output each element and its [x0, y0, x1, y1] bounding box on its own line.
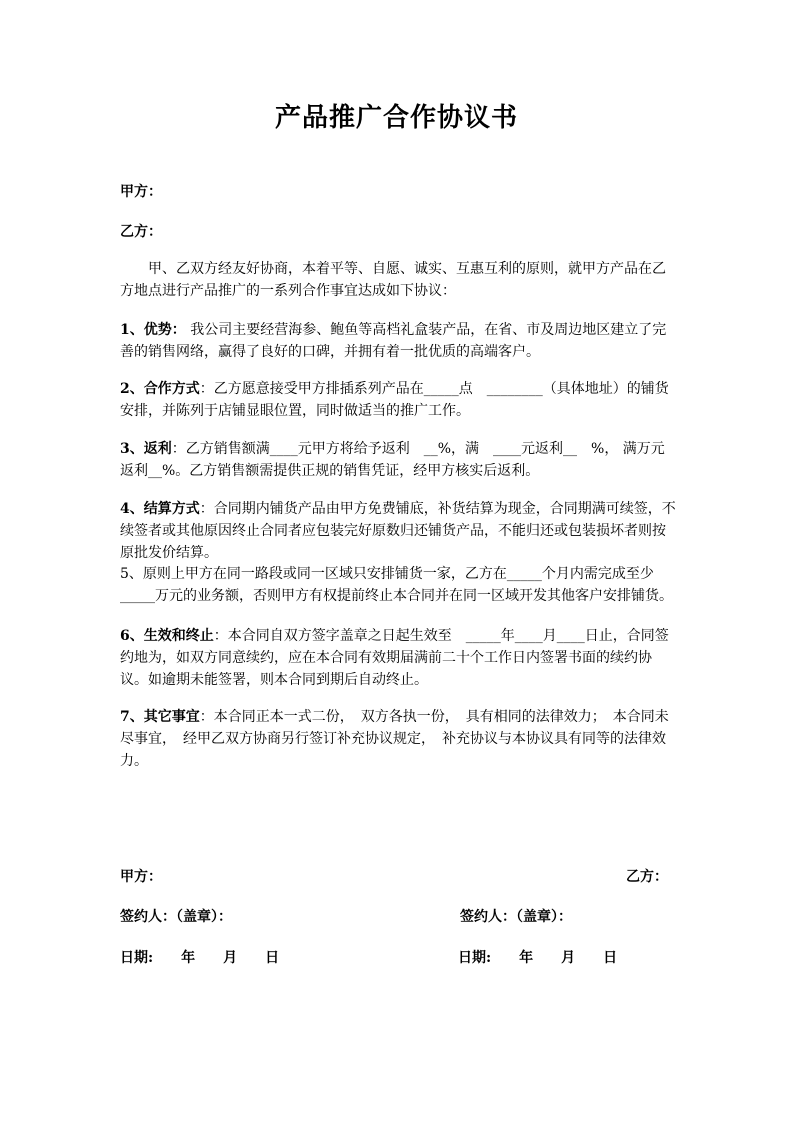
party-a-label: 甲方：: [120, 184, 162, 200]
clause-6-text: ：本合同自双方签字盖章之日起生效至 _____年____月____日止，合同签约地为，如双方同意续约，应在本合同有效期届满前二十个工作日内签署书面的续约协议。如逾期未能签署，则本合同到期后自动终止。: [120, 628, 669, 688]
clause-4-text: ：合同期内铺货产品由甲方免费铺底，补货结算为现金，合同期满可续签，不续签者或其他原因终止合同者应包装完好原数归还铺货产品，不能归还或包装损坏者则按原批发价结算。: [120, 501, 676, 561]
signature-party-a: 甲方：: [120, 869, 162, 885]
clause-4: [120, 498, 676, 564]
clause-3-text: ：乙方销售额满____元甲方将给予返利 __%，满 ____元返利__ %， 满万元返利__%。乙方销售额需提供正规的销售凭证，经甲方核实后返利。: [120, 441, 665, 479]
clause-3: [120, 438, 676, 482]
clause-1-heading: 1、优势：: [120, 322, 186, 338]
clause-7: [120, 706, 676, 772]
clause-2: [120, 378, 676, 422]
date-left: 日期: 年 月 日: [120, 950, 280, 966]
clause-2-heading: 2、合作方式: [120, 381, 200, 397]
clause-6: [120, 625, 676, 691]
signature-party-b: 乙方：: [626, 869, 668, 885]
clause-1-text: 我公司主要经营海参、鲍鱼等高档礼盒装产品，在省、市及周边地区建立了完善的销售网络，赢得了良好的口碑，并拥有着一批优质的高端客户。: [120, 322, 667, 360]
date-right: 日期: 年 月 日: [458, 950, 618, 966]
signer-stamp-right: 签约人：（盖章）：: [460, 909, 572, 925]
party-b-label: 乙方：: [120, 224, 162, 240]
clause-7-heading: 7、其它事宜: [120, 709, 200, 725]
clause-5-text: 5、原则上甲方在同一路段或同一区域只安排铺货一家，乙方在_____个月内需完成至少_____万元的业务额，否则甲方有权提前终止本合同并在同一区域开发其他客户安排铺货。: [120, 566, 673, 604]
clause-6-heading: 6、生效和终止: [120, 628, 214, 644]
clause-2-text: ：乙方愿意接受甲方排插系列产品在_____点 ________（具体地址）的铺货安排，并陈列于店铺显眼位置，同时做适当的推广工作。: [120, 381, 669, 419]
clause-3-heading: 3、返利: [120, 441, 172, 457]
clause-1: [120, 319, 676, 363]
clause-5: [120, 563, 676, 607]
document-title: 产品推广合作协议书: [274, 103, 518, 133]
clause-4-heading: 4、结算方式: [120, 501, 200, 517]
signer-stamp-left: 签约人：（盖章）：: [120, 909, 232, 925]
intro-paragraph: 甲、乙双方经友好协商，本着平等、自愿、诚实、互惠互利的原则，就甲方产品在乙方地点进行产品推广的一系列合作事宜达成如下协议：: [120, 261, 666, 299]
clause-7-text: ：本合同正本一式二份， 双方各执一份， 具有相同的法律效力； 本合同未尽事宜， 经甲乙双方协商另行签订补充协议规定， 补充协议与本协议具有同等的法律效力。: [120, 709, 669, 769]
